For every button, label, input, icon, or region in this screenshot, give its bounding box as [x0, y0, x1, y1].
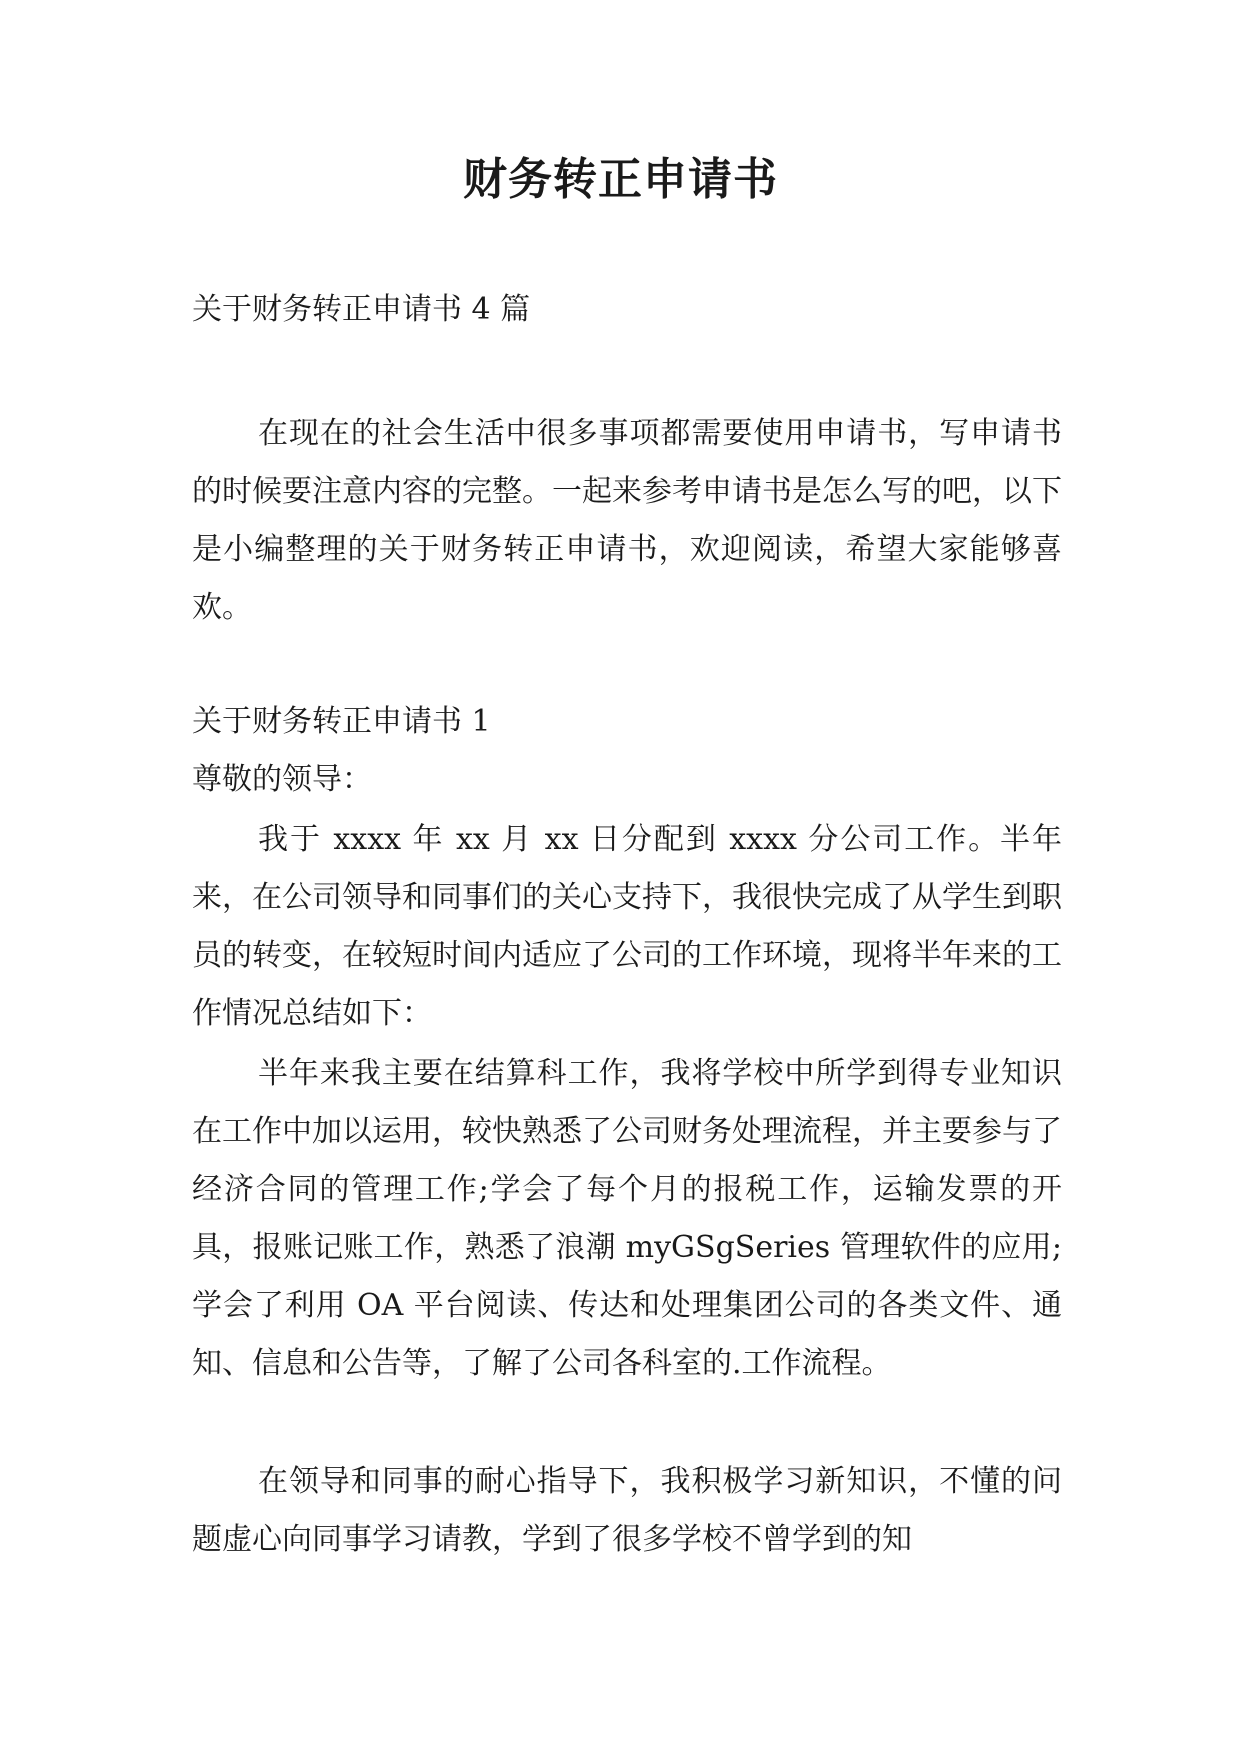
intro-paragraph: 在现在的社会生活中很多事项都需要使用申请书，写申请书的时候要注意内容的完整。一起来参考申请书是怎么写的吧，以下是小编整理的关于财务转正申请书，欢迎阅读，希望大家能够喜欢。	[192, 416, 1062, 625]
document-subtitle: 关于财务转正申请书 4 篇	[192, 292, 531, 327]
salutation: 尊敬的领导：	[192, 762, 372, 797]
body-paragraph-1: 我于 xxxx 年 xx 月 xx 日分配到 xxxx 分公司工作。半年来，在公司领导和同事们的关心支持下，我很快完成了从学生到职员的转变，在较短时间内适应了公司的工作环境，现将半年来的工作情况总结如下：	[192, 822, 1062, 1031]
body-paragraph-3: 在领导和同事的耐心指导下，我积极学习新知识，不懂的问题虚心向同事学习请教，学到了很多学校不曾学到的知	[192, 1464, 1062, 1557]
section-heading: 关于财务转正申请书 1	[192, 704, 491, 739]
body-paragraph-2: 半年来我主要在结算科工作，我将学校中所学到得专业知识在工作中加以运用，较快熟悉了公司财务处理流程，并主要参与了经济合同的管理工作;学会了每个月的报税工作，运输发票的开具，报账记账工作，熟悉了浪潮 myGSgSeries 管理软件的应用;学会了利用 OA 平台阅读、传达和处理集团公司的各类文件、通知、信息和公告等，了解了公司各科室的.工作流程。	[192, 1056, 1062, 1381]
document-title: 财务转正申请书	[463, 154, 778, 205]
